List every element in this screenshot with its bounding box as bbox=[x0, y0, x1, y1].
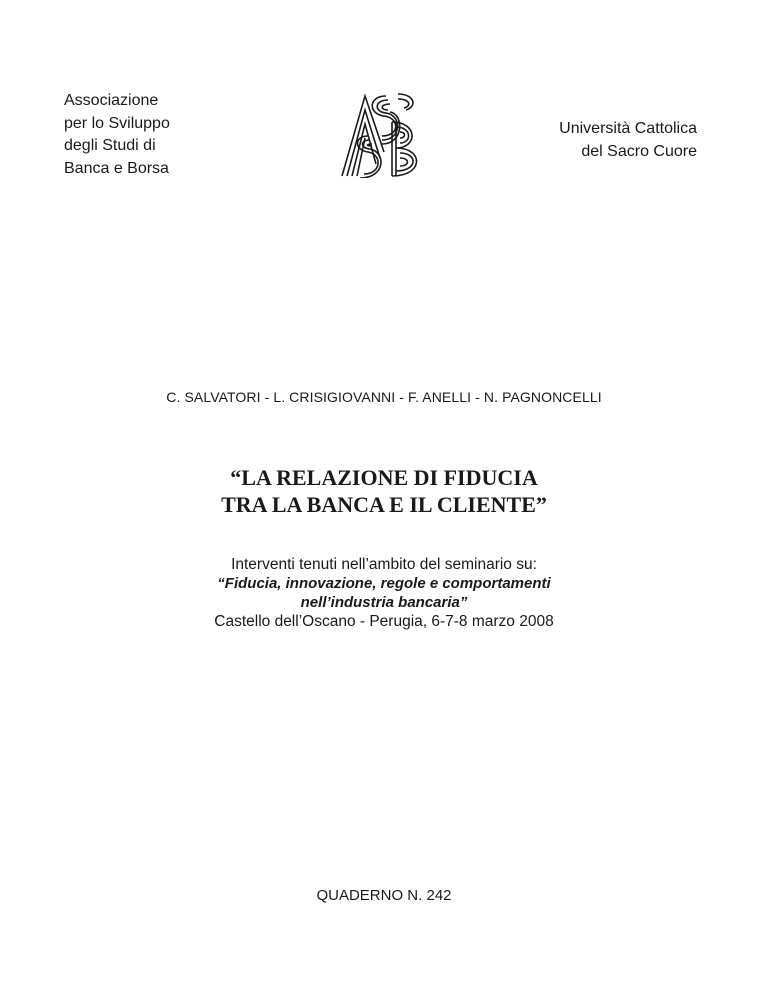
title-line: “LA RELAZIONE DI FIDUCIA bbox=[230, 465, 538, 490]
title-line: TRA LA BANCA E IL CLIENTE” bbox=[221, 492, 547, 517]
left-org-line: Banca e Borsa bbox=[64, 159, 169, 177]
left-org-line: Associazione bbox=[64, 92, 159, 109]
authors-line: C. SALVATORI - L. CRISIGIOVANNI - F. ANELLI - N. PAGNONCELLI bbox=[166, 389, 602, 405]
seminar-intro bbox=[0, 555, 768, 631]
left-org-line: per lo Sviluppo bbox=[64, 114, 170, 132]
document-title bbox=[0, 464, 768, 518]
intro-lead: Interventi tenuti nell’ambito del seminario su: bbox=[231, 556, 537, 573]
seminar-title-line: “Fiducia, innovazione, regole e comportamenti bbox=[217, 575, 551, 592]
right-org-line: Università Cattolica bbox=[559, 120, 697, 137]
venue-date: Castello dell’Oscano - Perugia, 6-7-8 marzo 2008 bbox=[214, 613, 554, 630]
quaderno-number: QUADERNO N. 242 bbox=[316, 887, 452, 904]
seminar-title-line: nell’industria bancaria” bbox=[300, 594, 468, 611]
left-organization bbox=[64, 90, 170, 180]
right-organization bbox=[559, 118, 697, 163]
asbb-logo-icon bbox=[338, 92, 426, 178]
right-org-line: del Sacro Cuore bbox=[581, 142, 697, 160]
left-org-line: degli Studi di bbox=[64, 137, 156, 154]
